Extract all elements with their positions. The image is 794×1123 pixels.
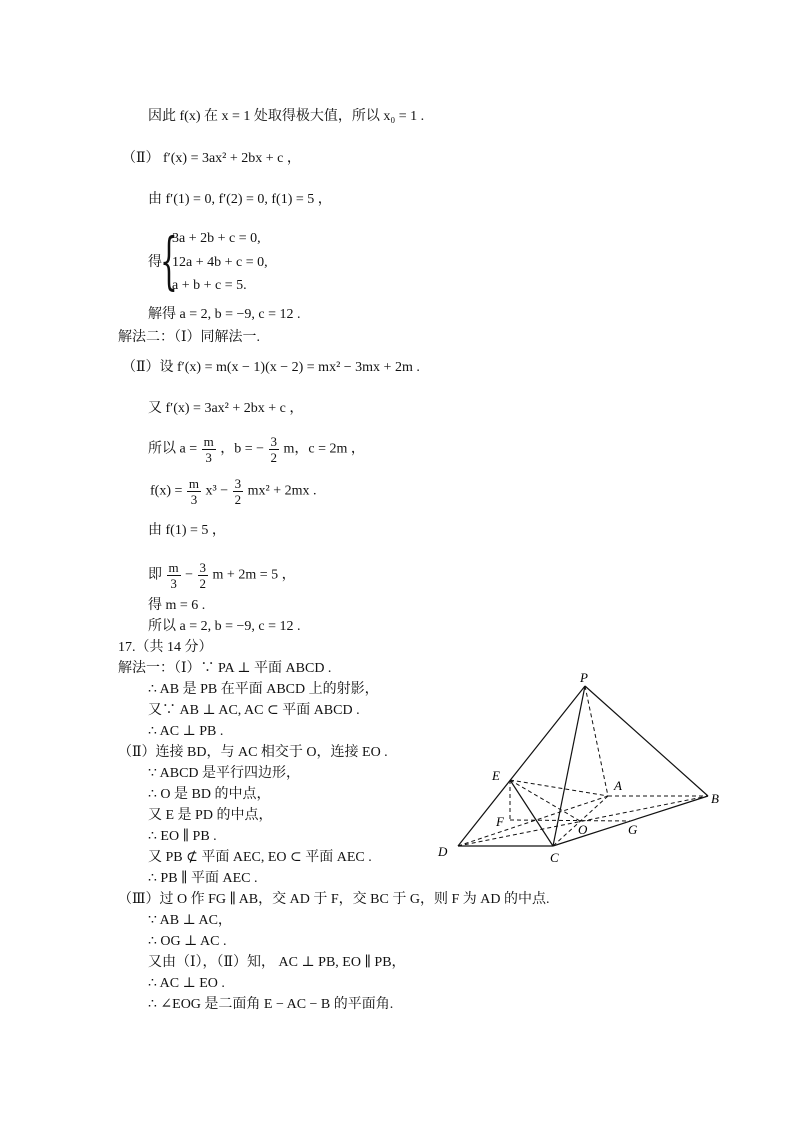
label-D: D <box>438 844 448 859</box>
edge-pa <box>585 686 608 796</box>
line-17-3: 又∵ AB ⊥ AC, AC ⊂ 平面 ABCD . <box>148 703 360 718</box>
system-prefix: 得 <box>148 255 162 270</box>
line-m-value: 得 m = 6 . <box>148 598 206 613</box>
line-part2-derivative: （Ⅱ） f′(x) = 3ax² + 2bx + c ， <box>122 151 301 166</box>
system-eq-1: 3a + 2b + c = 0, <box>172 231 261 246</box>
line-fx <box>150 476 316 507</box>
pyramid-figure <box>430 668 730 868</box>
line-f1: 由 f(1) = 5 ， <box>148 523 226 538</box>
line-17-2: ∴ AB 是 PB 在平面 ABCD 上的射影， <box>148 682 379 697</box>
fraction-den: 2 <box>234 492 242 507</box>
label-A: A <box>614 778 622 793</box>
eqm-text-b: − <box>185 567 194 583</box>
line-17-8: 又 E 是 PD 的中点， <box>148 808 273 823</box>
line-method2-part2: （Ⅱ）设 f′(x) = m(x − 1)(x − 2) = mx² − 3mx + 2m . <box>122 360 420 375</box>
line-17-17: ∴ ∠EOG 是二面角 E − AC − B 的平面角. <box>148 997 394 1012</box>
label-B: B <box>711 791 719 806</box>
line-coeffs <box>148 434 365 465</box>
fraction <box>187 476 201 507</box>
fraction-num: m <box>203 434 214 449</box>
label-G: G <box>628 822 638 837</box>
fraction-num: m <box>168 560 179 575</box>
line-17-16: ∴ AC ⊥ EO . <box>148 976 225 991</box>
eqm-text-a: 即 <box>148 567 162 583</box>
system-eq-2: 12a + 4b + c = 0, <box>172 255 268 270</box>
line-17-14: ∴ OG ⊥ AC . <box>148 934 227 949</box>
label-F: F <box>496 814 504 829</box>
line-17-1: 解法一：（Ⅰ）∵ PA ⊥ 平面 ABCD . <box>118 661 332 676</box>
label-C: C <box>550 850 559 865</box>
fraction-den: 3 <box>170 576 177 591</box>
line-17-5: （Ⅱ）连接 BD，与 AC 相交于 O，连接 EO . <box>118 745 388 760</box>
line-solution-1: 解得 a = 2, b = −9, c = 12 . <box>148 307 301 322</box>
fraction-num: 3 <box>199 560 207 575</box>
line-17-13: ∵ AB ⊥ AC， <box>148 913 232 928</box>
eqm-text-c: m + 2m = 5 ， <box>212 567 296 583</box>
line-17-12: （Ⅲ）过 O 作 FG ∥ AB，交 AD 于 F，交 BC 于 G，则 F 为 AD 的中点. <box>118 892 550 907</box>
fx-text-c: mx² + 2mx . <box>247 483 317 499</box>
fx-text-b: x³ − <box>205 483 229 499</box>
system-brace: { <box>160 224 178 297</box>
line-equation-m <box>148 560 296 591</box>
fraction-den: 2 <box>270 450 278 465</box>
line-17-4: ∴ AC ⊥ PB . <box>148 724 224 739</box>
problem-17-header: 17.（共 14 分） <box>118 640 213 655</box>
system-eq-3: a + b + c = 5. <box>172 278 247 293</box>
fraction <box>202 434 216 465</box>
line-17-6: ∵ ABCD 是平行四边形， <box>148 766 301 781</box>
fraction <box>269 434 280 465</box>
line-17-11: ∴ PB ∥ 平面 AEC . <box>148 871 258 886</box>
coeffs-text-c: m，c = 2m ， <box>283 441 365 457</box>
edge-ec <box>510 780 553 846</box>
fraction-den: 3 <box>190 492 198 507</box>
fraction-den: 3 <box>205 450 212 465</box>
line-solution-2: 所以 a = 2, b = −9, c = 12 . <box>148 619 301 634</box>
line-17-10: 又 PB ⊄ 平面 AEC, EO ⊂ 平面 AEC . <box>148 850 372 865</box>
edge-pb <box>585 686 708 796</box>
line-method-2: 解法二：（Ⅰ）同解法一. <box>118 330 261 345</box>
line-17-9: ∴ EO ∥ PB . <box>148 829 217 844</box>
coeffs-text-a: 所以 a = <box>148 441 198 457</box>
line-17-7: ∴ O 是 BD 的中点， <box>148 787 271 802</box>
label-O: O <box>578 822 588 837</box>
line-derivative-again: 又 f′(x) = 3ax² + 2bx + c ， <box>148 401 304 416</box>
edge-ea <box>510 780 608 796</box>
fraction-den: 2 <box>199 576 207 591</box>
line-conclusion-x0: 因此 f(x) 在 x = 1 处取得极大值，所以 x₀ = 1 . <box>148 109 425 124</box>
edge-fg <box>510 820 630 821</box>
fraction-num: 3 <box>234 476 242 491</box>
coeffs-text-b: ，b = − <box>220 441 265 457</box>
fraction <box>198 560 209 591</box>
line-17-15: 又由（Ⅰ），（Ⅱ）知， AC ⊥ PB, EO ∥ PB， <box>148 955 406 970</box>
fraction <box>167 560 181 591</box>
fraction-num: m <box>188 476 200 491</box>
fraction-num: 3 <box>270 434 278 449</box>
label-E: E <box>492 768 500 783</box>
fraction <box>233 476 244 507</box>
edge-pd <box>458 686 585 846</box>
fx-text-a: f(x) = <box>150 483 183 499</box>
label-P: P <box>580 670 588 685</box>
line-conditions: 由 f′(1) = 0, f′(2) = 0, f(1) = 5 ， <box>148 192 332 207</box>
